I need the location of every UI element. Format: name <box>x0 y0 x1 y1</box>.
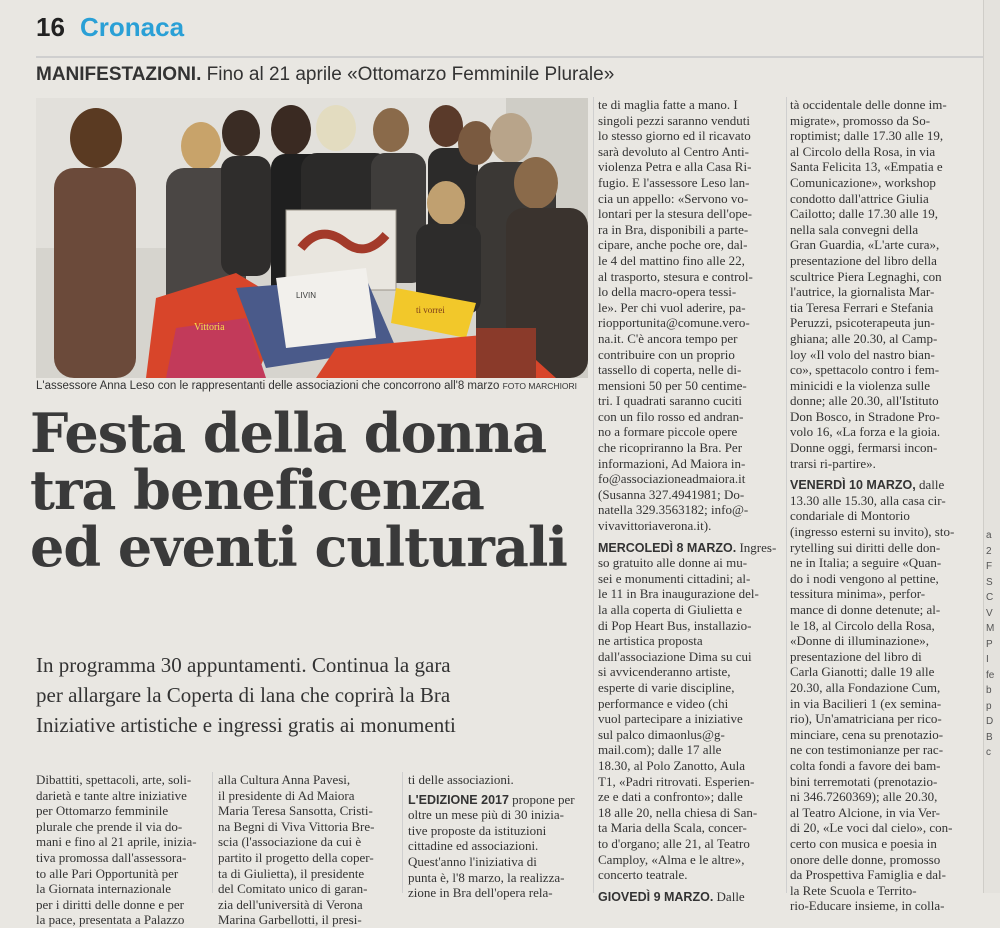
body-line: cipare, anche poche ore, dal- <box>598 237 748 253</box>
body-line: partito il progetto della coper- <box>218 849 374 865</box>
edge-char: M <box>986 623 995 634</box>
body-line: trarsi ri-partire». <box>790 455 876 471</box>
body-line: ne in Italia; a seguire «Quan- <box>790 555 942 571</box>
body-line: le 11 in Bra inaugurazione del- <box>598 586 759 602</box>
body-line: si avvicenderanno artiste, <box>598 664 731 680</box>
body-line: violenza Petra e alla Casa Ri- <box>598 159 752 175</box>
body-line: ne con testimonianze per rac- <box>790 742 944 758</box>
body-line: lo della macro-opera tessi- <box>598 284 737 300</box>
body-line: natella 329.3563182; info@- <box>598 502 749 518</box>
body-line: presentazione del libro della <box>790 252 937 268</box>
body-line: per Ottomarzo femminile <box>36 803 169 819</box>
body-line: tia Teresa Ferrari e Stefania <box>790 299 934 315</box>
body-line: minicidi e la violenza sulle <box>790 377 931 393</box>
body-line: te di maglia fatte a mano. I <box>598 97 738 112</box>
headline-line: tra beneficenza <box>30 458 484 522</box>
body-line: migrate», promosso da So- <box>790 112 931 128</box>
body-line: la alla coperta di Giulietta e <box>598 602 743 617</box>
body-line: oltre un mese più di 30 inizia- <box>408 807 564 823</box>
edge-char: B <box>986 731 993 743</box>
body-line: le 4 del mattino fino alle 22, <box>598 252 745 268</box>
edge-char: I <box>986 654 989 665</box>
body-line: zione in Bra dell'opera rela- <box>408 885 553 901</box>
body-line: co», spettacolo contro i fem- <box>790 362 940 378</box>
body-line: che ricopriranno la Bra. Per <box>598 440 743 456</box>
body-line: al trasporto, stesura e control- <box>598 268 753 284</box>
event-line <box>598 889 783 905</box>
body-line: rio), Un'amatriciana per rico- <box>790 711 942 727</box>
event-text: Dalle <box>716 888 745 904</box>
edge-char: c <box>986 747 991 758</box>
edition-label: L'EDIZIONE 2017 <box>408 792 509 807</box>
date-label-venerdi: VENERDÌ 10 MARZO, <box>790 478 916 493</box>
article-photo <box>36 98 588 378</box>
body-line: tri. I quadrati saranno cuciti <box>598 393 743 409</box>
body-line: minciare, cena su prenotazio- <box>790 726 944 742</box>
body-line: no a formare piccole opere <box>598 424 738 440</box>
body-column-4 <box>598 97 783 904</box>
edge-char: p <box>986 700 992 712</box>
body-line: fugio. E l'assessore Leso lan- <box>598 174 750 190</box>
body-line: la pace, presentata a Palazzo <box>36 912 185 928</box>
body-line: tassello di coperta, nelle di- <box>598 362 742 378</box>
body-column-1 <box>36 772 206 928</box>
body-line: Santa Felicita 13, «Empatia e <box>790 159 943 175</box>
body-line: le 18, al Circolo della Rosa, <box>790 617 935 633</box>
blanket-text-1: Vittoria <box>194 322 225 333</box>
date-label-mercoledi: MERCOLEDÌ 8 MARZO. <box>598 540 737 555</box>
headline <box>30 401 600 579</box>
body-line: concerto teatrale. <box>598 867 688 883</box>
body-line: tà occidentale delle donne im- <box>790 97 947 112</box>
body-line: ni 346.7260369); alle 20.30, <box>790 789 938 805</box>
caption-text: L'assessore Anna Leso con le rappresentanti delle associazioni che concorrono all'8 marzo <box>36 380 500 392</box>
body-line: l'autrice, la giornalista Mar- <box>790 284 935 300</box>
body-line: di 20, «Le voci dal cielo», con- <box>790 820 953 836</box>
body-line: scultrice Piera Legnaghi, con <box>790 268 942 284</box>
body-line: lo stesso giorno ed il ricavato <box>598 128 751 144</box>
column-divider <box>786 97 787 893</box>
body-line: Dibattiti, spettacoli, arte, soli- <box>36 772 192 787</box>
body-line: Gran Guardia, «L'arte cura», <box>790 237 940 253</box>
body-line: Camploy, «Alma e le altre», <box>598 851 745 867</box>
body-line: al Circolo della Rosa, in via <box>790 143 936 159</box>
body-line: informazioni, Ad Maiora in- <box>598 455 746 471</box>
photo-caption <box>36 380 596 392</box>
header-divider <box>36 56 986 58</box>
body-line: punta è, l'8 marzo, la realizza- <box>408 869 565 885</box>
body-line: con un filo rosso ed andran- <box>598 408 744 424</box>
edge-char: a <box>986 530 992 541</box>
body-line: 13.30 alle 15.30, alla casa cir- <box>790 492 946 508</box>
event-text: dalle <box>918 477 945 493</box>
edge-char: fe <box>986 669 995 681</box>
body-line: (Susanna 327.4941981; Do- <box>598 486 745 502</box>
body-line: ta di Giulietta), il presidente <box>218 865 365 881</box>
body-line: Carla Gianotti; dalle 19 alle <box>790 664 935 680</box>
body-line: 20.30, alla Fondazione Cum, <box>790 679 941 695</box>
section-title: Cronaca <box>80 12 185 42</box>
body-line: 18 alle 20, nella chiesa di San- <box>598 804 758 820</box>
body-line: roptimist; dalle 17.30 alle 19, <box>790 128 944 144</box>
kicker-text: Fino al 21 aprile «Ottomarzo Femminile Plurale» <box>206 64 615 85</box>
body-line: dall'associazione Dima su cui <box>598 648 752 664</box>
edge-char: D <box>986 716 994 727</box>
body-line: do i nodi vengono al pettine, <box>790 570 939 586</box>
body-line: la Giornata internazionale <box>36 881 171 897</box>
body-line: la Rete Scuola e Territo- <box>790 882 917 898</box>
body-line: «Donne di illuminazione», <box>790 633 930 649</box>
body-line: mani e fino al 21 aprile, inizia- <box>36 834 197 850</box>
body-line: fo@associazioneadmaiora.it <box>598 471 746 487</box>
edge-char: 2 <box>986 545 992 557</box>
date-label-giovedi: GIOVEDÌ 9 MARZO. <box>598 889 714 904</box>
body-line: presentazione del libro di <box>790 648 922 664</box>
body-column-3 <box>408 772 588 901</box>
deck-line: per allargare la Coperta di lana che coprirà la Bra <box>36 683 451 707</box>
body-line: lontari per la stesura dell'ope- <box>598 206 752 222</box>
body-line: condotto dall'attrice Giulia <box>790 190 929 206</box>
body-line: rio-Educare insieme, in colla- <box>790 898 945 914</box>
body-line: le». Per chi vuol aderire, pa- <box>598 299 746 315</box>
body-line: sul palco dimaonlus@g- <box>598 726 725 742</box>
body-line: sarà devoluto al Centro Anti- <box>598 143 749 159</box>
kicker-label: MANIFESTAZIONI. <box>36 64 202 85</box>
body-line: Maria Teresa Sansotta, Cristi- <box>218 803 373 819</box>
body-line: colta fondi a favore dei bam- <box>790 757 941 773</box>
body-line: ti delle associazioni. <box>408 772 514 787</box>
kicker <box>36 64 614 86</box>
page-number: 16 <box>36 12 65 42</box>
body-line: mensioni 50 per 50 centime- <box>598 377 747 393</box>
body-line: na.it. C'è ancora tempo per <box>598 330 738 346</box>
body-line: T1, «Padri ritrovati. Esperien- <box>598 773 755 789</box>
body-line: il presidente di Ad Maiora <box>218 787 355 803</box>
body-line: rytelling sui diritti delle don- <box>790 539 941 555</box>
body-line: al Teatro Alcione, in via Ver- <box>790 804 940 820</box>
deck-line: Iniziative artistiche e ingressi gratis ai monumenti <box>36 713 456 737</box>
column-divider <box>402 772 403 893</box>
event-line <box>790 477 972 493</box>
blanket-text-3: ti vorrei <box>416 305 445 315</box>
body-line: mail.com); dalle 17 alle <box>598 742 722 758</box>
body-line: performance e video (chi <box>598 695 729 711</box>
body-line: zia dell'università di Verona <box>218 896 363 912</box>
edition-line <box>408 792 588 808</box>
subheadline <box>36 650 596 740</box>
body-line: tessitura minima», perfor- <box>790 586 926 602</box>
body-column-5 <box>790 97 972 914</box>
body-line: plurale che prende il via do- <box>36 818 183 834</box>
body-line: Don Bosco, in Stradone Pro- <box>790 408 940 424</box>
body-line: loy «Il volo del nastro bian- <box>790 346 935 362</box>
edge-char: S <box>986 576 993 588</box>
body-line: Donne oggi, fermarsi incon- <box>790 440 938 456</box>
event-line <box>598 540 783 556</box>
body-line: vuol partecipare a iniziative <box>598 711 743 727</box>
edge-char: C <box>986 592 994 603</box>
column-divider <box>212 772 213 893</box>
event-text: Ingres- <box>739 539 777 555</box>
body-line: bini terremotati (prenotazio- <box>790 773 938 789</box>
body-line: cittadine ed associazioni. <box>408 838 539 854</box>
body-line: esperte di varie discipline, <box>598 679 735 695</box>
body-line: ze e dati a confronto»; dalle <box>598 789 743 805</box>
body-line: ta Maria della Scala, concer- <box>598 820 747 836</box>
body-line: ra in Bra, disponibili a parte- <box>598 221 749 237</box>
body-line: onore delle donne, promosso <box>790 851 941 867</box>
body-line: volo 16, «La forza e la gioia. <box>790 424 941 440</box>
body-line: del Comitato unico di garan- <box>218 881 368 897</box>
body-line: singoli pezzi saranno venduti <box>598 112 750 128</box>
deck-line: In programma 30 appuntamenti. Continua la gara <box>36 653 451 677</box>
body-line: 18.30, al Polo Zanotto, Aula <box>598 757 745 773</box>
photo-credit: FOTO MARCHIORI <box>502 381 578 391</box>
body-line: Comunicazione», workshop <box>790 174 936 190</box>
body-line: nella sala convegni della <box>790 221 919 237</box>
blanket-text-2: LIVIN <box>296 291 317 300</box>
body-line: scia (l'associazione da cui è <box>218 834 362 850</box>
body-line: cia un appello: «Servono vo- <box>598 190 749 206</box>
body-line: di Pop Heart Bus, installazio- <box>598 617 752 633</box>
body-line: per i diritti delle donne e per <box>36 896 185 912</box>
page-header <box>0 0 1000 50</box>
body-line: na Begni di Viva Vittoria Bre- <box>218 818 375 834</box>
body-line: so gratuito alle donne ai mu- <box>598 555 748 571</box>
edge-char: V <box>986 607 993 619</box>
headline-line: Festa della donna <box>30 401 547 465</box>
body-line: to d'organo; alle 21, al Teatro <box>598 835 750 851</box>
body-line: sei e monumenti cittadini; al- <box>598 570 751 586</box>
body-line: donne; alle 20.30, all'Istituto <box>790 393 939 409</box>
body-line: Marina Garbellotti, il presi- <box>218 912 362 928</box>
body-line: vivavittoriaverona.it). <box>598 518 712 534</box>
headline-line: ed eventi culturali <box>30 515 567 579</box>
group-photo-illustration <box>36 98 588 378</box>
body-line: Quest'anno l'iniziativa di <box>408 853 537 869</box>
body-line: tive proposte da istituzioni <box>408 822 547 838</box>
body-line: condariale di Montorio <box>790 508 910 524</box>
body-line: mance di donne detenute; al- <box>790 602 941 617</box>
body-line: ghiana; alle 20.30, al Camp- <box>790 330 938 346</box>
adjacent-page-text <box>986 528 1000 761</box>
body-line: in via Bacilieri 1 (ex semina- <box>790 695 942 711</box>
column-divider <box>593 97 594 893</box>
body-line: Peruzzi, psicoterapeuta jun- <box>790 315 935 331</box>
body-line: alla Cultura Anna Pavesi, <box>218 772 351 787</box>
body-line: darietà e tante altre iniziative <box>36 787 187 803</box>
body-line: to alle Pari Opportunità per <box>36 865 179 881</box>
edge-char: F <box>986 561 993 572</box>
body-column-2 <box>218 772 393 928</box>
body-line: ne artistica proposta <box>598 633 703 649</box>
body-line: certo con musica e poesia in <box>790 835 937 851</box>
body-line: tiva promossa dall'assessora- <box>36 849 187 865</box>
edge-char: b <box>986 685 992 696</box>
body-line: Cailotto; dalle 17.30 alle 19, <box>790 206 939 222</box>
body-line: contribuire con un proprio <box>598 346 735 362</box>
edition-text: propone per <box>512 791 575 807</box>
body-line: (ingresso esterni su invito), sto- <box>790 524 955 540</box>
edge-char: P <box>986 638 993 650</box>
body-line: da Prospettiva Famiglia e dal- <box>790 867 946 883</box>
body-line: riopportunita@comune.vero- <box>598 315 750 331</box>
